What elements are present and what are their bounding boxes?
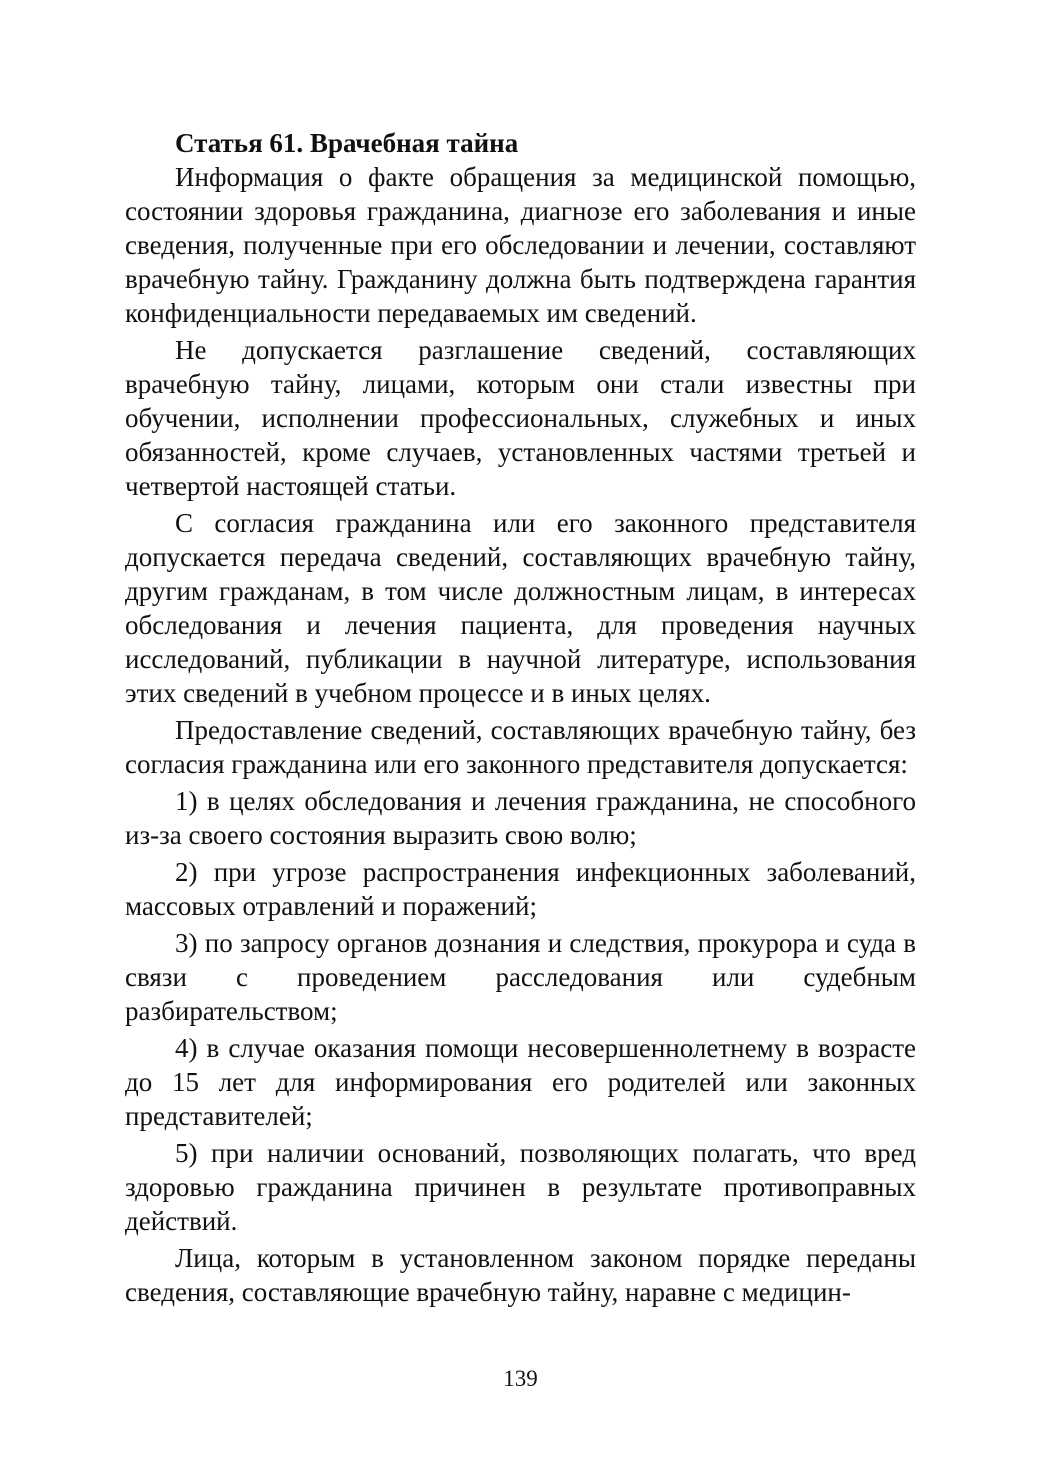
list-item-2: 2) при угрозе распространения инфекционных заболеваний, массовых отравлений и поражений; <box>125 857 916 921</box>
paragraph-without-consent: Предоставление сведений, составляющих врачебную тайну, без согласия гражданина или его законного представителя допускается: <box>125 715 916 779</box>
paragraph-consent-transfer: С согласия гражданина или его законного представителя допускается передача сведений, составляющих врачебную тайну, другим гражданам, в том числе должностным лицам, в интересах обследования и лечения пациента, для проведения научных исследований, публикации в научной литературе, использования этих сведений в учебном процессе и в иных целях. <box>125 508 916 708</box>
list-item-5: 5) при наличии оснований, позволяющих полагать, что вред здоровью гражданина причинен в результате противоправных действий. <box>125 1138 916 1236</box>
list-item-3: 3) по запросу органов дознания и следствия, прокурора и суда в связи с проведением расследования или судебным разбирательством; <box>125 928 916 1026</box>
paragraph-disclosure-prohibited: Не допускается разглашение сведений, составляющих врачебную тайну, лицами, которым они стали известны при обучении, исполнении профессиональных, служебных и иных обязанностей, кроме случаев, установленных частями третьей и четвертой настоящей статьи. <box>125 335 916 501</box>
article-body <box>125 126 916 1312</box>
list-item-1: 1) в целях обследования и лечения гражданина, не способного из-за своего состояния выразить свою волю; <box>125 786 916 850</box>
paragraph-info-definition: Информация о факте обращения за медицинской помощью, состоянии здоровья гражданина, диагнозе его заболевания и иные сведения, полученные при его обследовании и лечении, составляют врачебную тайну. Гражданину должна быть подтверждена гарантия конфиденциальности передаваемых им сведений. <box>125 162 916 328</box>
page-number: 139 <box>503 1366 538 1391</box>
list-item-4: 4) в случае оказания помощи несовершеннолетнему в возрасте до 15 лет для информирования его родителей или законных представителей; <box>125 1033 916 1131</box>
article-heading: Статья 61. Врачебная тайна <box>175 128 519 158</box>
paragraph-recipients: Лица, которым в установленном законом порядке переданы сведения, составляющие врачебную тайну, наравне с медицин- <box>125 1243 916 1307</box>
